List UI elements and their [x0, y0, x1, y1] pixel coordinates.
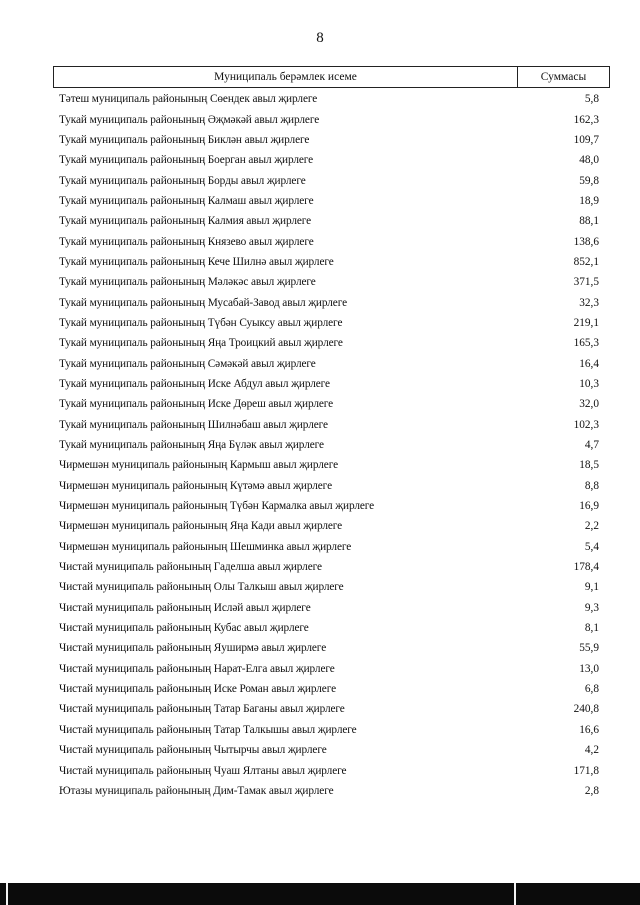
row-name: Тукай муниципаль районының Калмаш авыл җирлеге — [59, 194, 314, 207]
row-sum: 59,8 — [579, 174, 599, 187]
row-name: Тукай муниципаль районының Шилнәбаш авыл җирлеге — [59, 418, 328, 431]
row-name: Тукай муниципаль районының Яңа Троицкий авыл җирлеге — [59, 337, 343, 350]
row-sum: 32,0 — [579, 398, 599, 411]
row-sum: 32,3 — [579, 296, 599, 309]
table-row — [59, 679, 599, 699]
row-sum: 55,9 — [579, 642, 599, 655]
table-row — [59, 537, 599, 557]
row-name: Чистай муниципаль районының Чытырчы авыл җирлеге — [59, 744, 327, 757]
table-row — [59, 333, 599, 353]
row-name: Чистай муниципаль районының Олы Талкыш авыл җирлеге — [59, 581, 344, 594]
table-row — [59, 557, 599, 577]
row-sum: 162,3 — [573, 113, 599, 126]
row-sum: 18,5 — [579, 459, 599, 472]
row-name: Чирмешән муниципаль районының Яңа Кади авыл җирлеге — [59, 520, 343, 533]
table-row — [59, 435, 599, 455]
table-row — [59, 618, 599, 638]
table-row — [59, 170, 599, 190]
table-row — [59, 598, 599, 618]
table-row — [59, 353, 599, 373]
row-name: Тукай муниципаль районының Яңа Бүләк авыл җирлеге — [59, 439, 324, 452]
row-sum: 219,1 — [573, 316, 599, 329]
row-name: Чистай муниципаль районының Исләй авыл җирлеге — [59, 601, 311, 614]
table-row — [59, 231, 599, 251]
row-sum: 18,9 — [579, 194, 599, 207]
table-row — [59, 109, 599, 129]
row-name: Тәтеш муниципаль районының Сөендек авыл җирлеге — [59, 93, 318, 106]
row-name: Тукай муниципаль районының Әҗмәкәй авыл җирлеге — [59, 113, 320, 126]
table-row — [59, 781, 599, 801]
row-name: Чирмешән муниципаль районының Күтәмә авыл җирлеге — [59, 479, 332, 492]
row-sum: 109,7 — [573, 133, 599, 146]
row-name: Тукай муниципаль районының Калмия авыл җирлеге — [59, 215, 312, 228]
row-sum: 16,4 — [579, 357, 599, 370]
table-row — [59, 130, 599, 150]
header-sum: Суммасы — [540, 71, 587, 83]
table-row — [59, 150, 599, 170]
row-name: Тукай муниципаль районының Иске Дөреш авыл җирлеге — [59, 398, 334, 411]
row-sum: 102,3 — [573, 418, 599, 431]
table-row — [59, 272, 599, 292]
table-row — [59, 659, 599, 679]
row-sum: 88,1 — [579, 215, 599, 228]
row-name: Тукай муниципаль районының Борды авыл җирлеге — [59, 174, 306, 187]
table-row — [59, 313, 599, 333]
row-sum: 4,2 — [584, 744, 599, 757]
table-row — [59, 740, 599, 760]
row-sum: 138,6 — [573, 235, 599, 248]
row-sum: 2,2 — [584, 520, 599, 533]
table-row — [59, 292, 599, 312]
row-name: Тукай муниципаль районының Мәләкәс авыл җирлеге — [59, 276, 316, 289]
row-name: Тукай муниципаль районының Мусабай-Завод авыл җирлеге — [59, 296, 348, 309]
table-row — [59, 191, 599, 211]
row-sum: 16,9 — [579, 500, 599, 513]
table-row — [59, 760, 599, 780]
table-row — [59, 638, 599, 658]
row-name: Чистай муниципаль районының Татар Талкышы авыл җирлеге — [59, 723, 357, 736]
row-name: Тукай муниципаль районының Биклән авыл җирлеге — [59, 133, 310, 146]
row-name: Тукай муниципаль районының Түбән Суыксу авыл җирлеге — [59, 316, 343, 329]
row-sum: 13,0 — [579, 662, 599, 675]
row-name: Ютазы муниципаль районының Дим-Тамак авыл җирлеге — [59, 784, 334, 797]
row-sum: 178,4 — [573, 561, 599, 574]
row-name: Чистай муниципаль районының Кубас авыл җирлеге — [59, 622, 309, 635]
table-row — [59, 89, 599, 109]
row-name: Чирмешән муниципаль районының Кармыш авыл җирлеге — [59, 459, 339, 472]
table-row — [59, 476, 599, 496]
table-row — [59, 394, 599, 414]
row-name: Чирмешән муниципаль районының Шешминка авыл җирлеге — [59, 540, 352, 553]
row-name: Тукай муниципаль районының Кече Шилнә авыл җирлеге — [59, 255, 334, 268]
table-row — [59, 720, 599, 740]
row-sum: 48,0 — [579, 154, 599, 167]
row-sum: 852,1 — [573, 255, 599, 268]
table-row — [59, 415, 599, 435]
row-sum: 4,7 — [584, 439, 599, 452]
row-sum: 171,8 — [573, 764, 599, 777]
row-name: Чистай муниципаль районының Нарат-Елга авыл җирлеге — [59, 662, 335, 675]
row-sum: 9,1 — [584, 581, 599, 594]
table-header — [53, 66, 610, 88]
table-row — [59, 577, 599, 597]
table-body — [59, 89, 599, 801]
row-sum: 165,3 — [573, 337, 599, 350]
header-name: Муниципаль берәмлек исеме — [54, 67, 518, 87]
page-number: 8 — [316, 30, 324, 46]
row-sum: 5,8 — [584, 93, 599, 106]
row-name: Чирмешән муниципаль районының Түбән Кармалка авыл җирлеге — [59, 500, 375, 513]
table-row — [59, 496, 599, 516]
table-row — [59, 374, 599, 394]
row-sum: 240,8 — [573, 703, 599, 716]
row-sum: 5,4 — [584, 540, 599, 553]
row-sum: 16,6 — [579, 723, 599, 736]
row-name: Чистай муниципаль районының Яуширмә авыл җирлеге — [59, 642, 327, 655]
row-name: Тукай муниципаль районының Князево авыл җирлеге — [59, 235, 314, 248]
row-sum: 2,8 — [584, 784, 599, 797]
table-row — [59, 699, 599, 719]
table-row — [59, 252, 599, 272]
row-name: Чистай муниципаль районының Гаделша авыл җирлеге — [59, 561, 322, 574]
row-name: Тукай муниципаль районының Боерган авыл җирлеге — [59, 154, 314, 167]
row-sum: 8,8 — [584, 479, 599, 492]
table-row — [59, 211, 599, 231]
row-name: Чистай муниципаль районының Татар Баганы авыл җирлеге — [59, 703, 345, 716]
row-sum: 6,8 — [584, 683, 599, 696]
row-sum: 371,5 — [573, 276, 599, 289]
row-name: Тукай муниципаль районының Иске Абдул авыл җирлеге — [59, 377, 330, 390]
row-name: Тукай муниципаль районының Сәмәкәй авыл җирлеге — [59, 357, 316, 370]
row-sum: 8,1 — [584, 622, 599, 635]
row-sum: 9,3 — [584, 601, 599, 614]
row-sum: 10,3 — [579, 377, 599, 390]
scan-border — [0, 883, 640, 905]
table-row — [59, 516, 599, 536]
row-name: Чистай муниципаль районының Чуаш Ялтаны авыл җирлеге — [59, 764, 347, 777]
table-row — [59, 455, 599, 475]
row-name: Чистай муниципаль районының Иске Роман авыл җирлеге — [59, 683, 337, 696]
